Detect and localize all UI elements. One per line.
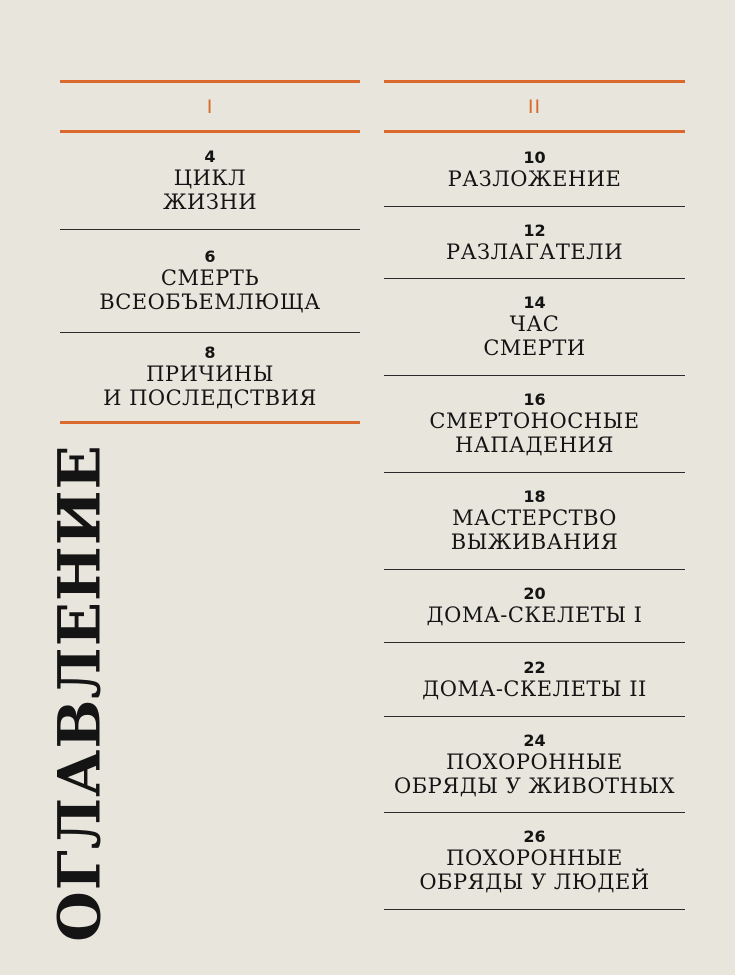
toc-entry-page: 26 xyxy=(523,827,546,846)
toc-entry-title: СМЕРТОНОСНЫЕ НАПАДЕНИЯ xyxy=(429,409,640,457)
toc-entry[interactable] xyxy=(384,133,685,207)
toc-entry[interactable] xyxy=(384,570,685,643)
toc-entry[interactable] xyxy=(384,643,685,717)
section-2 xyxy=(384,80,685,910)
toc-entry-title: ПОХОРОННЫЕ ОБРЯДЫ У ЖИВОТНЫХ xyxy=(394,749,675,798)
toc-entry-title: ЦИКЛ ЖИЗНИ xyxy=(162,166,258,214)
toc-entry-page: 10 xyxy=(523,147,546,167)
toc-entry-page: 6 xyxy=(204,247,216,266)
toc-entry-page: 4 xyxy=(204,147,216,166)
page-title-text: ОГЛАВЛЕНИЕ xyxy=(46,444,115,942)
toc-entry-title: РАЗЛАГАТЕЛИ xyxy=(445,239,624,264)
toc-entry-title: ДОМА-СКЕЛЕТЫ II xyxy=(422,676,647,701)
toc-entry-title: ДОМА-СКЕЛЕТЫ I xyxy=(426,603,643,627)
toc-entry[interactable] xyxy=(384,376,685,473)
toc-entry[interactable] xyxy=(60,333,360,421)
toc-entry[interactable] xyxy=(384,813,685,910)
toc-entry-page: 14 xyxy=(523,293,546,312)
toc-entry-page: 24 xyxy=(523,730,546,750)
toc-entry-title: ПРИЧИНЫ И ПОСЛЕДСТВИЯ xyxy=(103,362,317,410)
toc-entry[interactable] xyxy=(60,133,360,230)
toc-entry-page: 8 xyxy=(204,343,216,362)
toc-entry-page: 20 xyxy=(523,584,546,603)
toc-entry[interactable] xyxy=(384,473,685,570)
toc-entry[interactable] xyxy=(384,717,685,813)
toc-entry[interactable] xyxy=(60,230,360,333)
toc-entry[interactable] xyxy=(384,279,685,376)
toc-entry-page: 12 xyxy=(523,220,546,240)
toc-entry-title: РАЗЛОЖЕНИЕ xyxy=(447,166,622,191)
toc-entry-title: ПОХОРОННЫЕ ОБРЯДЫ У ЛЮДЕЙ xyxy=(419,846,650,894)
page-title xyxy=(46,444,115,942)
section-1-numeral: I xyxy=(206,95,214,118)
toc-entry-page: 18 xyxy=(523,487,546,506)
section-2-numeral: II xyxy=(527,95,542,118)
toc-entry-page: 16 xyxy=(523,390,546,409)
toc-entry[interactable] xyxy=(384,207,685,279)
toc-entry-title: ЧАС СМЕРТИ xyxy=(483,312,586,360)
section-1-bottom-rule xyxy=(60,421,360,424)
section-1 xyxy=(60,80,360,424)
toc-entry-title: МАСТЕРСТВО ВЫЖИВАНИЯ xyxy=(450,506,619,554)
toc-entry-title: СМЕРТЬ ВСЕОБЪЕМЛЮЩА xyxy=(99,266,321,314)
toc-entry-page: 22 xyxy=(523,657,546,677)
